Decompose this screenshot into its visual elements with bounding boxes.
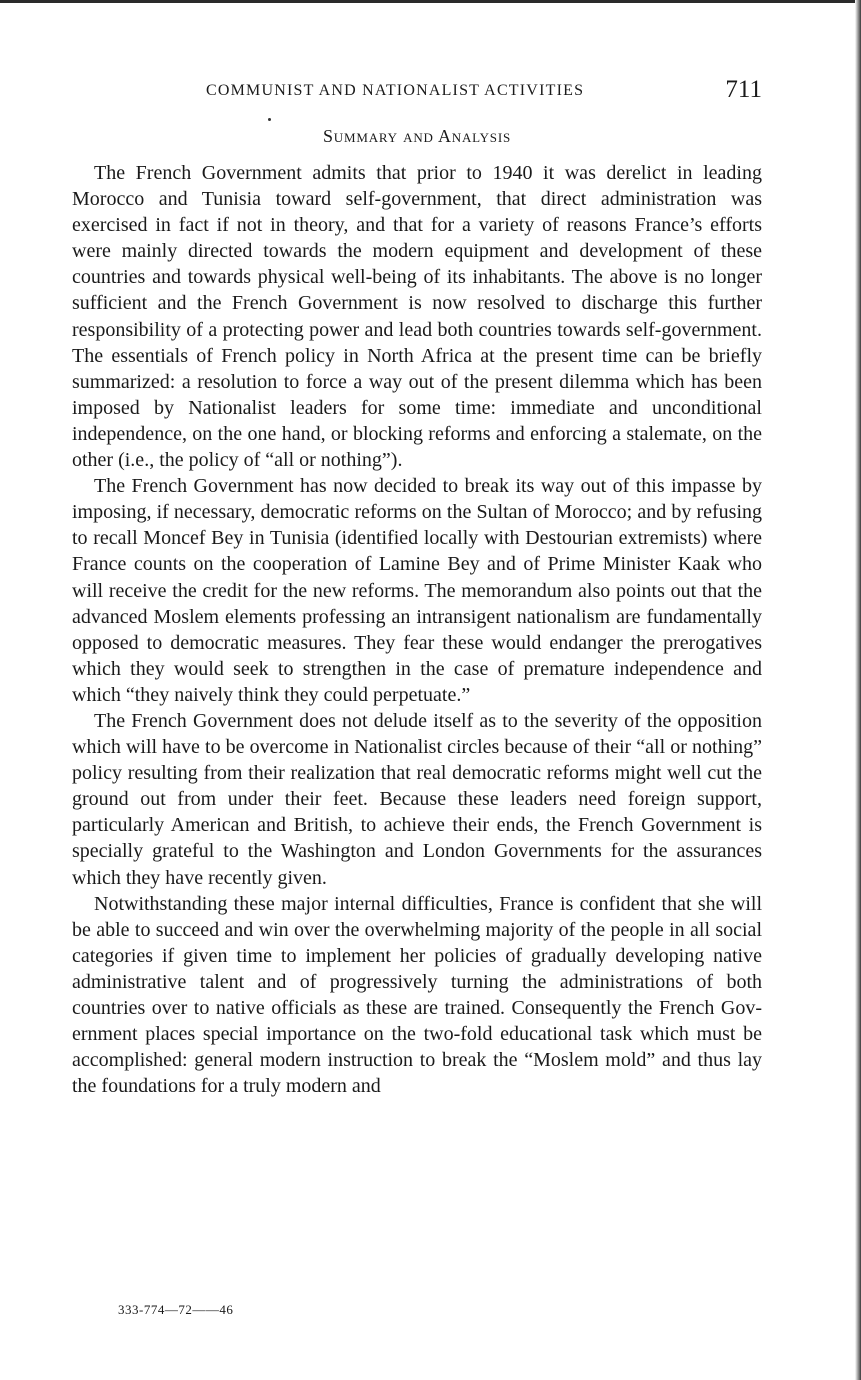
running-title: COMMUNIST AND NATIONALIST ACTIVITIES [206, 82, 585, 99]
top-border-rule [0, 0, 861, 3]
footer-print-code: 333-774—72——46 [118, 1302, 234, 1317]
paragraph-4: Notwithstanding these major internal difficulties, France is confident that she will be able to succeed and win over the overwhelming majority of the people in all social categories if given time to implement her policies of gradually developing native administrative talent and of progressively turning the administrations of both countries over to native officials as these are trained. Consequently the French Government places special importance on the two-fold educational task which must be accomplished: general modern instruction to break the “Moslem mold” and thus lay the foundations for a truly modern and [72, 892, 762, 1098]
stray-dot-mark [268, 118, 271, 121]
body-text [72, 160, 762, 1099]
paragraph-3: The French Government does not delude itself as to the severity of the opposition which will have to be overcome in Nationalist circles because of their “all or nothing” policy resulting from their realization that real democratic reforms might well cut the ground out from under their feet. Because these leaders need foreign support, particularly American and British, to achieve their ends, the French Government is specially grateful to the Washington and London Governments for the assurances which they have recently given. [72, 709, 762, 889]
paragraph-1: The French Government admits that prior to 1940 it was derelict in leading Morocco and Tunisia toward self-government, that direct administration was exercised in fact if not in theory, and that for a variety of reasons France’s efforts were mainly directed towards the modern equipment and development of these countries and towards physical well-being of its inhabitants. The above is no longer sufficient and the French Government is now resolved to discharge this further responsibility of a protecting power and lead both countries towards self-government. The essentials of French policy in North Africa at the present time can be briefly summarized: a resolution to force a way out of the present dilemma which has been imposed by Nationalist leaders for some time: immediate and unconditional independence, on the one hand, or blocking reforms and enforcing a stalemate, on the other (i.e., the policy of “all or nothing”). [72, 162, 762, 472]
paragraph-2: The French Government has now decided to break its way out of this impasse by imposing, if necessary, democratic reforms on the Sultan of Morocco; and by refusing to recall Moncef Bey in Tunisia (identified locally with Destourian extremists) where France counts on the cooperation of Lamine Bey and of Prime Minister Kaak who will receive the credit for the new reforms. The memorandum also points out that the advanced Moslem elements professing an intransigent nationalism are fundamentally opposed to democratic measures. They fear these would endanger the prerogatives which they would seek to strengthen in the case of premature independence and which “they naively think they could perpetuate.” [72, 475, 762, 706]
running-head [72, 76, 762, 108]
page-number: 711 [725, 76, 762, 103]
section-heading: Summary and Analysis [322, 126, 511, 146]
scan-edge-shadow [855, 0, 861, 1380]
